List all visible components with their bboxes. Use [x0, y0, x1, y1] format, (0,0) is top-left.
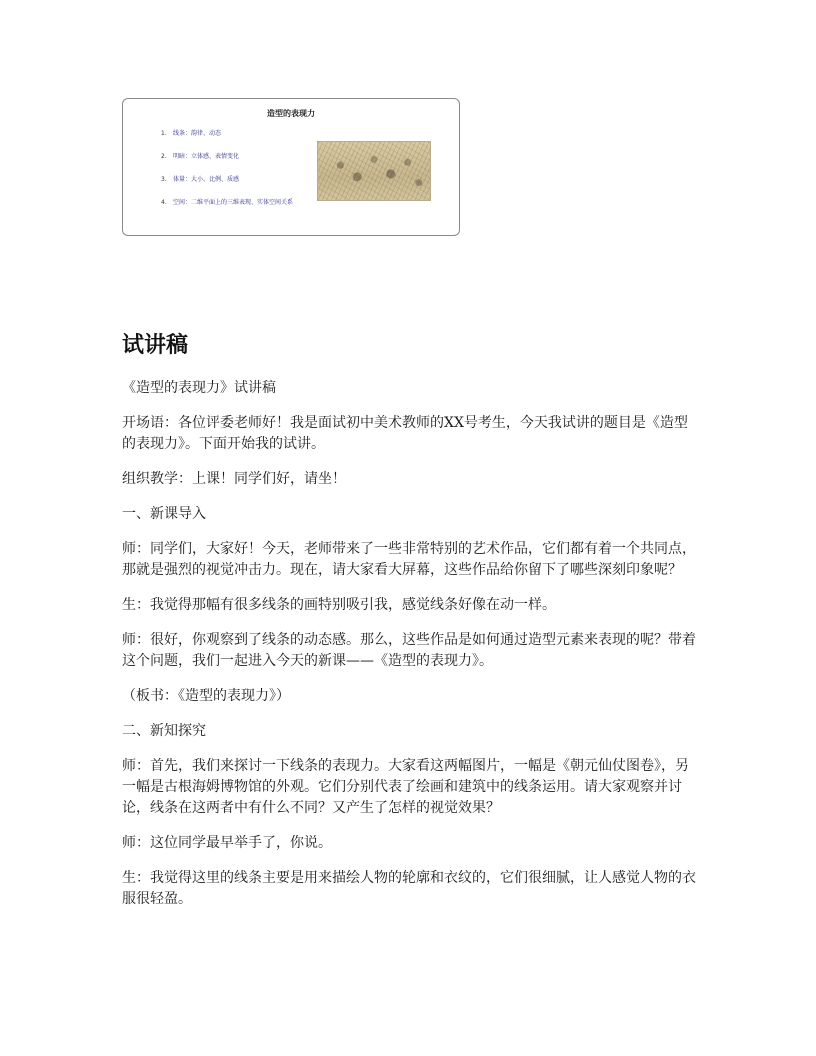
slide-title: 造型的表现力: [267, 109, 315, 118]
slide-item-number: 4.: [161, 199, 167, 206]
slide-list-item: [161, 175, 321, 184]
paragraph: 组织教学：上课！同学们好，请坐！: [122, 471, 346, 487]
slide-item-text: 体量：大小、比例、质感: [173, 176, 240, 183]
slide-item-number: 2.: [161, 153, 167, 160]
section-heading: 一、新课导入: [122, 506, 206, 522]
slide-item-text: 空间：二维平面上的三维表现、实体空间关系: [173, 199, 294, 206]
slide-item-number: 1.: [161, 130, 167, 137]
paragraph: 师：首先，我们来探讨一下线条的表现力。大家看这两幅图片，一幅是《朝元仙仗图卷》，另一幅是古根海姆博物馆的外观。它们分别代表了绘画和建筑中的线条运用。请大家观察并讨论，线条在这两者中有什么不同？又产生了怎样的视觉效果？: [122, 758, 689, 816]
slide-list-item: [161, 198, 321, 207]
slide-list-item: [161, 129, 321, 138]
slide-item-text: 明暗：立体感、表情变化: [173, 153, 240, 160]
paragraph: 《造型的表现力》试讲稿: [122, 380, 276, 396]
slide-item-text: 线条：韵律、动态: [173, 130, 222, 137]
document-body: [122, 378, 700, 924]
page-title: 试讲稿: [122, 333, 189, 358]
paragraph: 师：同学们，大家好！今天，老师带来了一些非常特别的艺术作品，它们都有着一个共同点，那就是强烈的视觉冲击力。现在，请大家看大屏幕，这些作品给你留下了哪些深刻印象呢？: [122, 541, 696, 578]
slide-thumbnail: [122, 98, 460, 236]
paragraph: （板书：《造型的表现力》）: [122, 688, 290, 704]
section-heading: 二、新知探究: [122, 723, 206, 739]
paragraph: 师：很好，你观察到了线条的动态感。那么，这些作品是如何通过造型元素来表现的呢？带着这个问题，我们一起进入今天的新课——《造型的表现力》。: [122, 632, 696, 669]
paragraph: 生：我觉得那幅有很多线条的画特别吸引我，感觉线条好像在动一样。: [122, 597, 556, 613]
painting-image: [317, 141, 431, 201]
slide-list-item: [161, 152, 321, 161]
paragraph: 师：这位同学最早举手了，你说。: [122, 835, 332, 851]
slide-list: [161, 127, 321, 207]
slide-item-number: 3.: [161, 176, 167, 183]
paragraph: 开场语：各位评委老师好！我是面试初中美术教师的XX号考生，今天我试讲的题目是《造型的表现力》。下面开始我的试讲。: [122, 415, 688, 452]
paragraph: 生：我觉得这里的线条主要是用来描绘人物的轮廓和衣纹的，它们很细腻，让人感觉人物的衣服很轻盈。: [122, 870, 696, 907]
